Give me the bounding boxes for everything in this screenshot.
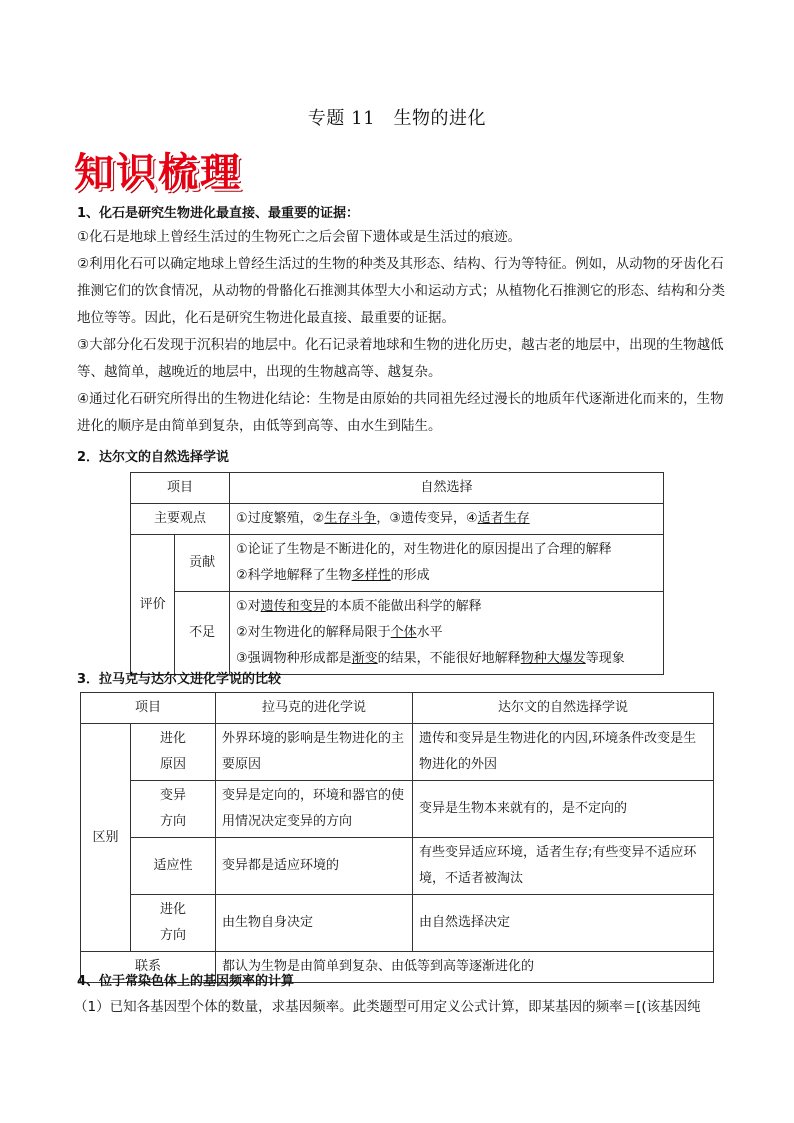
- header-cell: 达尔文的自然选择学说: [413, 693, 714, 724]
- darwin-cell: 有些变异适应环境，适者生存;有些变异不适应环境，不适者被淘汰: [413, 838, 714, 895]
- header-cell: 项目: [131, 473, 230, 504]
- link-cell: 都认为生物是由简单到复杂、由低等到高等逐渐进化的: [216, 952, 714, 983]
- section-4-heading: 4、位于常染色体上的基因频率的计算: [77, 974, 295, 989]
- table-row: [131, 535, 664, 592]
- lamarck-cell: 变异是定向的，环境和器官的使用情况决定变异的方向: [216, 781, 413, 838]
- section-2-heading: 2．达尔文的自然选择学说: [77, 450, 230, 465]
- row-label: 联系: [81, 952, 216, 983]
- page-title: 专题 11 生物的进化: [307, 108, 487, 129]
- row-sublabel: 进化 方向: [131, 895, 216, 952]
- section-1-paragraph-4: ④通过化石研究所得出的生物进化结论：生物是由原始的共同祖先经过漫长的地质年代逐渐进化而来的，生物进化的顺序是由简单到复杂，由低等到高等、由水生到陆生。: [77, 391, 724, 434]
- section-1-paragraph-3: ③大部分化石发现于沉积岩的地层中。化石记录着地球和生物的进化历史，越古老的地层中，出现的生物越低等、越简单，越晚近的地层中，出现的生物越高等、越复杂。: [77, 337, 724, 380]
- row-sublabel: 适应性: [131, 838, 216, 895]
- row-sublabel: 变异 方向: [131, 781, 216, 838]
- row-sublabel: 贡献: [175, 535, 230, 592]
- row-label: 区别: [81, 724, 131, 952]
- table-row: [131, 473, 664, 504]
- section-1-heading: 1、化石是研究生物进化最直接、最重要的证据：: [77, 206, 360, 221]
- table-row: [131, 504, 664, 535]
- section-1-paragraph-1: ①化石是地球上曾经生活过的生物死亡之后会留下遗体或是生活过的痕迹。: [77, 229, 522, 245]
- main-points-cell: ①过度繁殖，②生存斗争，③遗传变异，④适者生存: [230, 504, 664, 535]
- comparison-table: [80, 692, 714, 983]
- table-row: [131, 592, 664, 675]
- row-label: 评价: [131, 535, 175, 675]
- table-row: [81, 838, 714, 895]
- darwin-cell: 遗传和变异是生物进化的内因,环境条件改变是生物进化的外因: [413, 724, 714, 781]
- lamarck-cell: 由生物自身决定: [216, 895, 413, 952]
- darwin-cell: 变异是生物本来就有的，是不定向的: [413, 781, 714, 838]
- section-1-paragraph-2: ②利用化石可以确定地球上曾经生活过的生物的种类及其形态、结构、行为等特征。例如，从动物的牙齿化石推测它们的饮食情况，从动物的骨骼化石推测其体型大小和运动方式；从植物化石推测它的形态、结构和分类地位等等。因此，化石是研究生物进化最直接、最重要的证据。: [77, 256, 725, 326]
- row-label: 主要观点: [131, 504, 230, 535]
- table-row: [81, 724, 714, 781]
- table-row: [81, 895, 714, 952]
- lamarck-cell: 变异都是适应环境的: [216, 838, 413, 895]
- row-sublabel: 不足: [175, 592, 230, 675]
- table-row: [81, 693, 714, 724]
- header-cell: 项目: [81, 693, 216, 724]
- table-row: [81, 781, 714, 838]
- contribution-cell: ①论证了生物是不断进化的，对生物进化的原因提出了合理的解释 ②科学地解释了生物多样性的形成: [230, 535, 664, 592]
- section-3-heading: 3．拉马克与达尔文进化学说的比较: [77, 672, 282, 687]
- lamarck-cell: 外界环境的影响是生物进化的主要原因: [216, 724, 413, 781]
- header-cell: 自然选择: [230, 473, 664, 504]
- section-4-paragraph-1: （1）已知各基因型个体的数量，求基因频率。此类题型可用定义公式计算，即某基因的频率＝[(该基因纯: [74, 999, 701, 1015]
- darwin-cell: 由自然选择决定: [413, 895, 714, 952]
- limitation-cell: ①对遗传和变异的本质不能做出科学的解释 ②对生物进化的解释局限于个体水平 ③强调物种形成都是渐变的结果，不能很好地解释物种大爆发等现象: [230, 592, 664, 675]
- darwin-theory-table: [130, 472, 664, 675]
- row-sublabel: 进化 原因: [131, 724, 216, 781]
- header-cell: 拉马克的进化学说: [216, 693, 413, 724]
- section-banner: 知识梳理: [74, 150, 242, 196]
